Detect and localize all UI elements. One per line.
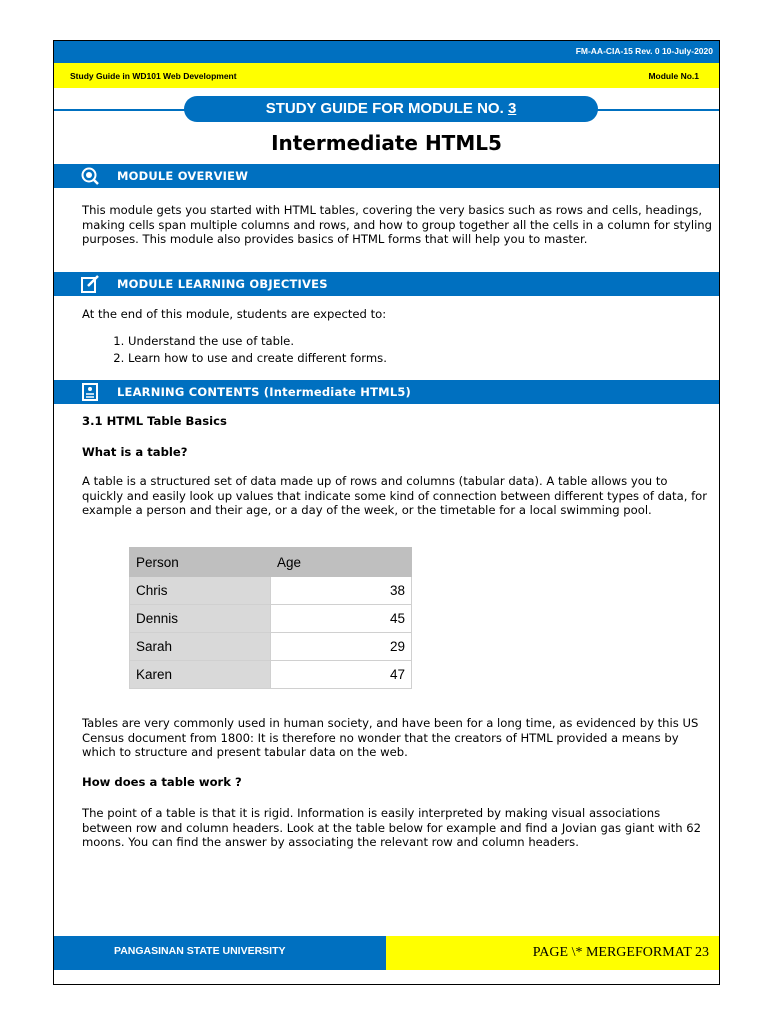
header-course-bar [54,63,719,88]
table-row [130,633,412,661]
table-cell-name: Dennis [130,605,271,633]
overview-text: This module gets you started with HTML tables, covering the very basics such as rows and cells, headings, making cells span multiple columns and rows, and how to group together all the cells in a column for styling purposes. This module also provides basics of HTML forms that will help you to master. [82,203,713,247]
example-table [129,547,412,689]
table-row [130,661,412,689]
objectives-list [82,333,387,367]
table-row [130,605,412,633]
section-heading: MODULE LEARNING OBJECTIVES [117,277,328,291]
table-rigid-text: The point of a table is that it is rigid. Information is easily interpreted by making visual associations between row and column headers. Look at the table below for example and find a Jovian gas giant with 62 moons. You can find the answer by associating the relevant row and column headers. [82,806,702,850]
header-top-bar [54,41,719,63]
magnifier-icon [80,166,100,186]
table-definition-text: A table is a structured set of data made up of rows and columns (tabular data). A table allows you to quickly and easily look up values that indicate some kind of connection between different types of data, for example a person and their age, or a day of the week, or the timetable for a local swimming pool. [82,474,708,518]
course-title: Study Guide in WD101 Web Development [70,71,237,81]
document-icon [80,382,100,402]
module-number: Module No.1 [648,71,699,81]
table-cell-name: Karen [130,661,271,689]
section-module-overview [54,164,719,188]
list-item: 2. Learn how to use and create different forms. [128,350,387,367]
subheading-table-basics: 3.1 HTML Table Basics [82,414,227,428]
edit-icon [80,274,100,294]
table-cell-name: Sarah [130,633,271,661]
table-cell-age: 29 [271,633,412,661]
page-title: Intermediate HTML5 [271,131,502,155]
study-guide-label: STUDY GUIDE FOR MODULE NO. [265,100,504,117]
table-cell-name: Chris [130,577,271,605]
list-item: 1. Understand the use of table. [128,333,387,350]
page-number-field: PAGE \* MERGEFORMAT 23 [532,945,709,960]
section-heading: MODULE OVERVIEW [117,169,249,183]
table-header-row [130,548,412,577]
section-learning-contents [54,380,719,404]
footer-page [386,936,719,970]
objectives-intro: At the end of this module, students are expected to: [82,307,387,321]
census-text: Tables are very commonly used in human society, and have been for a long time, as evidenced by this US Census document from 1800: It is therefore no wonder that the creators of HTML provided a means by which to structure and present tabular data on the web. [82,716,699,760]
table-cell-age: 38 [271,577,412,605]
section-heading: LEARNING CONTENTS (Intermediate HTML5) [117,385,412,399]
study-guide-banner [184,96,598,122]
table-cell-age: 47 [271,661,412,689]
question-how-table-works: How does a table work ? [82,775,242,789]
question-what-is-table: What is a table? [82,445,188,459]
section-learning-objectives [54,272,719,296]
study-guide-number: 3 [507,100,517,117]
column-header: Age [271,548,412,577]
document-page [53,40,720,985]
footer-university [54,936,386,970]
document-code: FM-AA-CIA-15 Rev. 0 10-July-2020 [575,46,713,56]
table-cell-age: 45 [271,605,412,633]
university-name: PANGASINAN STATE UNIVERSITY [114,945,286,957]
column-header: Person [130,548,271,577]
table-row [130,577,412,605]
